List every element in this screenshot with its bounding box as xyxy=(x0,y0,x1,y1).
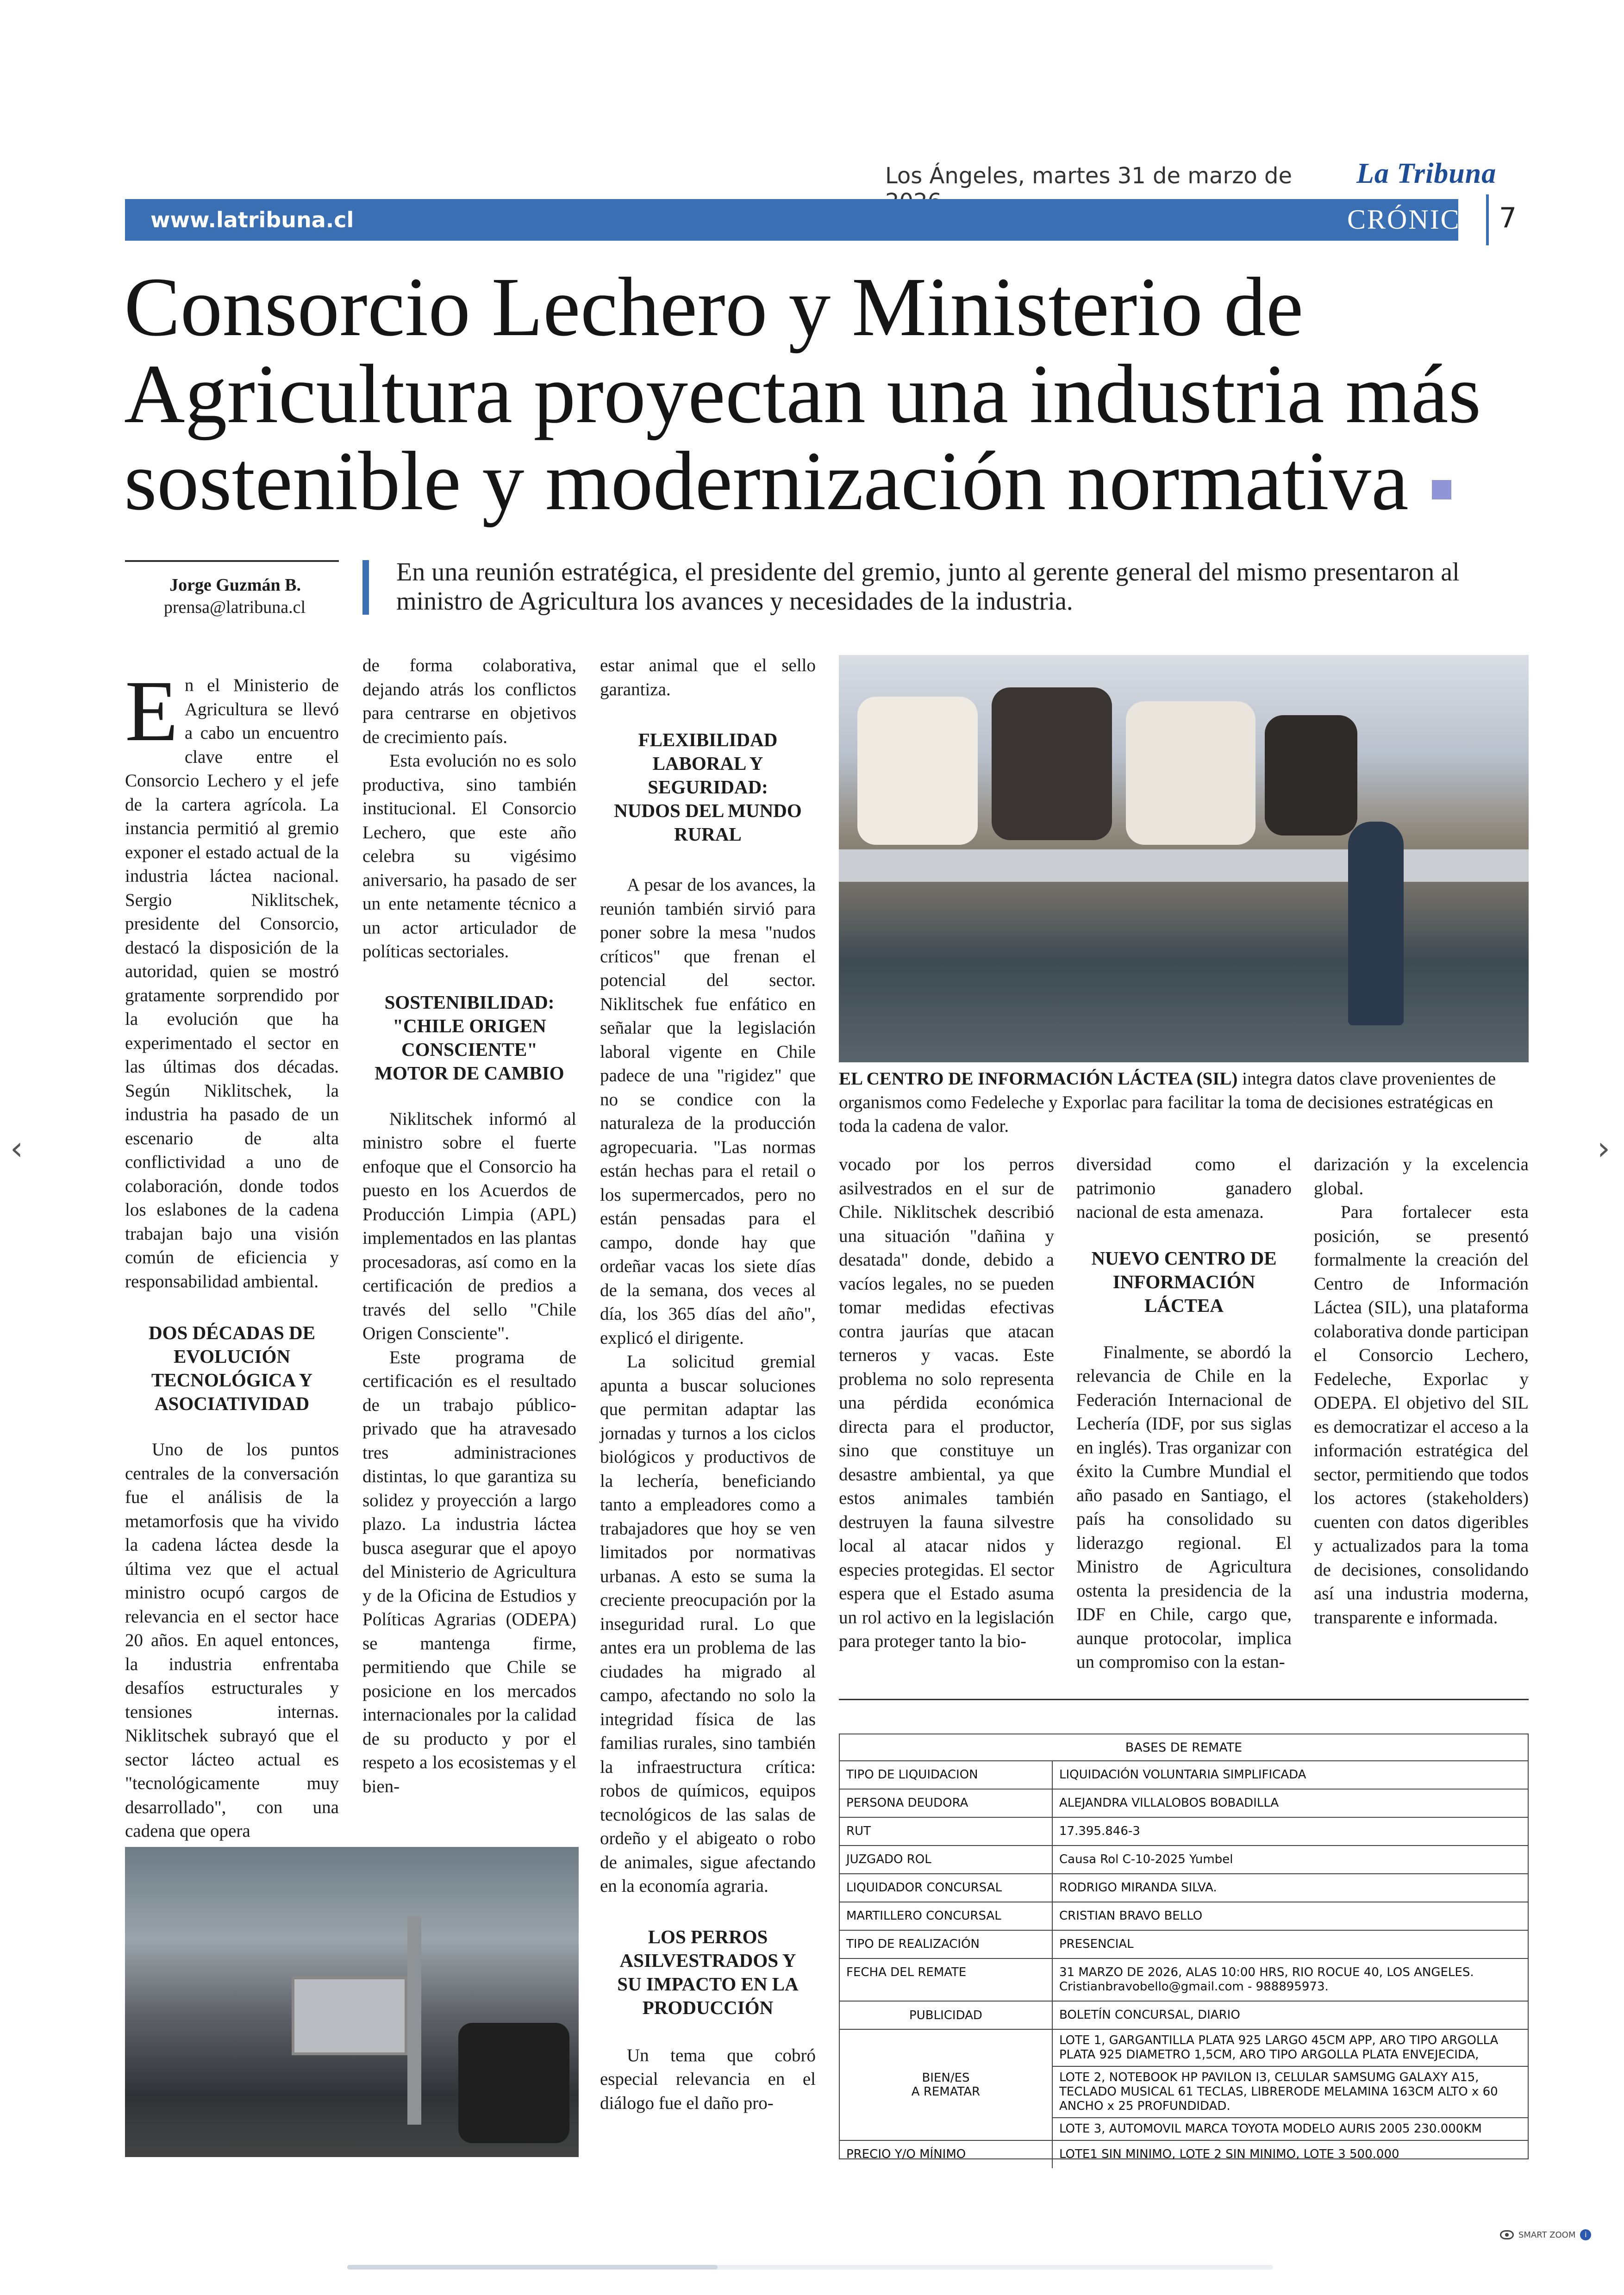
photo-cow-shape xyxy=(1265,715,1357,836)
lot-item: LOTE 1, GARGANTILLA PLATA 925 LARGO 45CM APP, ARO TIPO ARGOLLA PLATA 925 DIAMETRO 1,5CM, ARO TIPO ARGOLLA PLATA ENVEJECIDA, xyxy=(1053,2030,1528,2067)
row-value: 31 MARZO DE 2026, ALAS 10:00 HRS, RIO ROCUE 40, LOS ANGELES. Cristianbravobello@gmail.com - 988895973. xyxy=(1059,1965,1474,1994)
table-row xyxy=(840,1761,1528,1790)
column-3-paragraph-3: La solicitud gremial apunta a buscar soluciones que permitan adaptar las jornadas y turnos a los ciclos biológicos y productivos de la lechería, beneficiando tanto a empleadores como a trabajadores que hoy se ven limitados por normativas urbanas. A esto se suma la creciente preocupación por la inseguridad rural. Lo que antes era un problema de las ciudades ha migrado al campo, afectando no solo la integridad física de las familias rurales, sino también la infraestructura crítica: robos de químicos, equipos tecnológicos de las salas de ordeño y el abigeato o robo de animales, sigue afectando en la economía agraria. xyxy=(600,1352,816,1896)
page-scrollbar-thumb[interactable] xyxy=(347,2265,718,2270)
milking-parlor-photo xyxy=(839,655,1529,1062)
column-5-paragraph-2: Finalmente, se abordó la relevancia de Chile en la Federación Internacional de Lechería (IDF, por sus siglas en inglés). Tras organizar con éxito la Cumbre Mundial el año pasado en Santiago, el país ha consolidado su liderazgo regional. El Ministro de Agricultura ostenta la presidencia de la IDF en Chile, cargo que, aunque protocolar, implica un compromiso con la estan- xyxy=(1076,1342,1292,1672)
column-2-paragraph-4: Este programa de certificación es el resultado de un trabajo público-privado que ha atravesado tres administraciones distintas, lo que garantiza su solidez y proyección a largo plazo. La industria láctea busca asegurar que el apoyo del Ministerio de Agricultura y de la Oficina de Estudios y Políticas Agrarias (ODEPA) se mantenga firme, permitiendo que Chile se posicione en los mercados internacionales por la calidad de su producto y por el respeto a los ecosistemas y el bien- xyxy=(362,1347,576,1796)
photo-caption xyxy=(839,1067,1529,1138)
row-value: 17.395.846-3 xyxy=(1059,1824,1140,1838)
smart-zoom-label: SMART ZOOM xyxy=(1518,2230,1576,2240)
column-2-paragraph-2: Esta evolución no es solo productiva, sino también institucional. El Consorcio Lechero, que este año celebra su vigésimo aniversario, ha pasado de ser un ente netamente técnico a un actor articulador de políticas sectoriales. xyxy=(362,751,576,961)
eye-icon xyxy=(1500,2230,1514,2239)
column-3-paragraph-1: estar animal que el sello garantiza. xyxy=(600,655,816,699)
newspaper-logo: La Tribuna xyxy=(1356,158,1497,189)
drop-cap: E xyxy=(125,662,178,759)
article-column-1 xyxy=(125,662,339,1843)
table-row xyxy=(840,1846,1528,1874)
article-headline xyxy=(124,261,1536,528)
end-mark-icon xyxy=(1432,480,1451,499)
row-label: RUT xyxy=(840,1818,1053,1845)
row-label: JUZGADO ROL xyxy=(840,1846,1053,1873)
column-5-paragraph-1: diversidad como el patrimonio ganadero nacional de esta amenaza. xyxy=(1076,1154,1292,1222)
auction-notice-table xyxy=(839,1734,1529,2159)
subhead-labor-flexibility: FLEXIBILIDAD LABORAL Y SEGURIDAD: NUDOS DEL MUNDO RURAL xyxy=(614,729,802,845)
row-label: PUBLICIDAD xyxy=(840,2002,1053,2029)
row-label: FECHA DEL REMATE xyxy=(840,1959,1053,2001)
subhead-new-center: NUEVO CENTRO DE INFORMACIÓN LÁCTEA xyxy=(1091,1247,1277,1316)
site-url: www.latribuna.cl xyxy=(150,207,354,232)
article-column-3 xyxy=(600,654,816,2115)
caption-bold: EL CENTRO DE INFORMACIÓN LÁCTEA (SIL) xyxy=(839,1069,1238,1089)
photo-worker xyxy=(1348,822,1404,1025)
table-row xyxy=(840,1931,1528,1959)
subhead-feral-dogs: LOS PERROS ASILVESTRADOS Y SU IMPACTO EN LA PRODUCCIÓN xyxy=(617,1926,799,2018)
row-value: RODRIGO MIRANDA SILVA. xyxy=(1059,1881,1217,1895)
photo-cow-shape xyxy=(458,2023,569,2143)
column-1-paragraph-2: Uno de los puntos centrales de la conversación fue el análisis de la metamorfosis que ha vivido la cadena láctea desde la última vez que el actual ministro ocupó cargos de relevancia en el sector hace 20 años. En aquel entonces, la industria enfrentaba desafíos estructurales y tensiones internas. Niklitschek subrayó que el sector lácteo actual es "tecnológicamente muy desarrollado", con una cadena que opera xyxy=(125,1440,339,1841)
milking-equipment-photo xyxy=(125,1847,579,2157)
article-column-4 xyxy=(839,1153,1054,1653)
photo-cow-shape xyxy=(992,687,1112,840)
row-label: PRECIO Y/O MÍNIMO xyxy=(840,2141,1053,2168)
subhead-sustainability: SOSTENIBILIDAD: "CHILE ORIGEN CONSCIENTE" MOTOR DE CAMBIO xyxy=(375,991,564,1084)
table-row xyxy=(840,2141,1528,2168)
photo-cow-shape xyxy=(857,697,978,845)
table-row xyxy=(840,1959,1528,2002)
column-2-paragraph-1: de forma colaborativa, dejando atrás los conflictos para centrarse en objetivos de crecimiento país. xyxy=(362,655,576,747)
row-label: PERSONA DEUDORA xyxy=(840,1790,1053,1817)
row-label: TIPO DE LIQUIDACION xyxy=(840,1761,1053,1789)
column-6-paragraph-2: Para fortalecer esta posición, se presentó formalmente la creación del Centro de Información Láctea (SIL), una plataforma colaborativa donde participan el Consorcio Lechero, Fedeleche, Exporlac y ODEPA. El objetivo del SIL es democratizar el acceso a la información estratégica del sector, permitiendo que todos los actores (stakeholders) cuenten con datos digeribles y actualizados para la toma de decisiones, consolidando así una industria moderna, transparente e informada. xyxy=(1314,1202,1529,1628)
info-icon[interactable]: i xyxy=(1580,2229,1591,2240)
table-row xyxy=(840,1902,1528,1931)
edition-date: Los Ángeles, martes 31 de marzo de xyxy=(885,163,1293,189)
row-label: TIPO DE REALIZACIÓN xyxy=(840,1931,1053,1958)
byline-email: prensa@latribuna.cl xyxy=(163,598,306,617)
row-value xyxy=(1053,2030,1528,2140)
lot-item: LOTE 2, NOTEBOOK HP PAVILON I3, CELULAR SAMSUMG GALAXY A15, TECLADO MUSICAL 61 TECLAS, LIBRERODE MELAMINA 163CM ALTO x 60 ANCHO x 25 PROFUNDIDAD. xyxy=(1053,2067,1528,2118)
row-value: CRISTIAN BRAVO BELLO xyxy=(1059,1909,1203,1923)
chevron-left-icon[interactable]: ‹ xyxy=(10,1129,23,1167)
chevron-right-icon[interactable]: › xyxy=(1597,1129,1610,1167)
byline-author: Jorge Guzmán B. xyxy=(169,575,301,595)
table-row xyxy=(840,2030,1528,2141)
subhead-two-decades: DOS DÉCADAS DE EVOLUCIÓN TECNOLÓGICA Y ASOCIATIVIDAD xyxy=(149,1322,315,1414)
lot-item: LOTE 3, AUTOMOVIL MARCA TOYOTA MODELO AURIS 2005 230.000KM xyxy=(1059,2122,1482,2136)
notice-divider xyxy=(839,1699,1529,1700)
table-row xyxy=(840,2002,1528,2030)
auction-title: BASES DE REMATE xyxy=(840,1734,1528,1761)
photo-cow-shape xyxy=(1126,701,1255,845)
column-6-paragraph-1: darización y la excelencia global. xyxy=(1314,1154,1529,1198)
photo-control-panel xyxy=(292,1977,407,2055)
article-lead: En una reunión estratégica, el presidente del gremio, junto al gerente general del mismo presentaron al ministro de Agricultura los avances y necesidades de la industria. xyxy=(396,558,1460,616)
row-label: LIQUIDADOR CONCURSAL xyxy=(840,1874,1053,1902)
row-value: Causa Rol C-10-2025 Yumbel xyxy=(1059,1852,1233,1866)
table-row xyxy=(840,1874,1528,1902)
column-1-paragraph-1: n el Ministerio de Agricultura se llevó a cabo un encuentro clave entre el Consorcio Lechero y el jefe de la cartera agrícola. La instancia permitió al gremio exponer el estado actual de la industria láctea nacional. Sergio Niklitschek, presidente del Consorcio, destacó la disposición de la autoridad, quien se mostró gratamente sorprendido por la evolución que ha experimentado el sector en las últimas dos décadas. Según Niklitschek, la industria ha pasado de un escenario de alta conflictividad a uno de colaboración, donde todos los eslabones de la cadena trabajan bajo una visión común de eficiencia y responsabilidad ambiental. xyxy=(125,675,339,1291)
row-value: BOLETÍN CONCURSAL, DIARIO xyxy=(1059,2008,1240,2022)
article-column-6 xyxy=(1314,1153,1529,1629)
photo-rail xyxy=(839,849,1529,882)
lead-accent-bar xyxy=(362,560,369,615)
row-value: ALEJANDRA VILLALOBOS BOBADILLA xyxy=(1059,1796,1279,1810)
photo-equipment-arm xyxy=(407,1916,421,2125)
bienes-label-line-2: A REMATAR xyxy=(911,2085,981,2099)
column-3-paragraph-4: Un tema que cobró especial relevancia en el diálogo fue el daño pro- xyxy=(600,2045,816,2113)
row-value: LOTE1 SIN MINIMO, LOTE 2 SIN MINIMO, LOTE 3 500.000 xyxy=(1059,2147,1399,2161)
bienes-label-line-1: BIEN/ES xyxy=(922,2071,970,2085)
article-column-2 xyxy=(362,654,576,1798)
smart-zoom-control[interactable] xyxy=(1500,2226,1591,2244)
row-label: MARTILLERO CONCURSAL xyxy=(840,1902,1053,1930)
byline-rule xyxy=(125,560,339,562)
table-row xyxy=(840,1790,1528,1818)
column-2-paragraph-3: Niklitschek informó al ministro sobre el fuerte enfoque que el Consorcio ha puesto en los Acuerdos de Producción Limpia (APL) implementados en las plantas procesadoras, así como en la certificación de predios a través del sello "Chile Origen Consciente". xyxy=(362,1109,576,1343)
column-4-paragraph-1: vocado por los perros asilvestrados en el sur de Chile. Niklitschek describió una situación "dañina y desatada" donde, debido a vacíos legales, no se pueden tomar medidas efectivas contra jaurías que atacan terneros y vacas. Este problema no solo representa una pérdida económica directa para el productor, sino que constituye un desastre ambiental, ya que estos animales también destruyen la fauna silvestre local al atacar nidos y especies protegidas. El sector espera que el Estado asuma un rol activo en la legislación para proteger tanto la bio- xyxy=(839,1154,1054,1651)
caption-text: integra datos clave provenientes de organismos como Fedeleche y Exporlac para facilitar la toma de decisiones estratégicas en toda la cadena de valor. xyxy=(839,1069,1496,1136)
headline-text: Consorcio Lechero y Ministerio de Agricultura proyectan una industria más sostenible y modernización normativa xyxy=(124,261,1481,528)
table-row xyxy=(840,1818,1528,1846)
row-value: PRESENCIAL xyxy=(1059,1937,1134,1951)
section-name: CRÓNICA xyxy=(1347,204,1482,235)
column-3-paragraph-2: A pesar de los avances, la reunión también sirvió para poner sobre la mesa "nudos críticos" que frenan el potencial del sector. Niklitschek fue enfático en señalar que la legislación laboral vigente en Chile padece de una "rigidez" que no se condice con la naturaleza de la producción agropecuaria. "Las normas están hechas para el retail o los supermercados, pero no están pensadas para el campo, donde hay que ordeñar vacas los siete días de la semana, dos veces al día, los 365 días del año", explicó el dirigente. xyxy=(600,875,816,1348)
page-number: 7 xyxy=(1499,202,1517,234)
row-value: LIQUIDACIÓN VOLUNTARIA SIMPLIFICADA xyxy=(1059,1768,1306,1782)
row-label xyxy=(840,2030,1053,2140)
article-column-5 xyxy=(1076,1153,1292,1674)
